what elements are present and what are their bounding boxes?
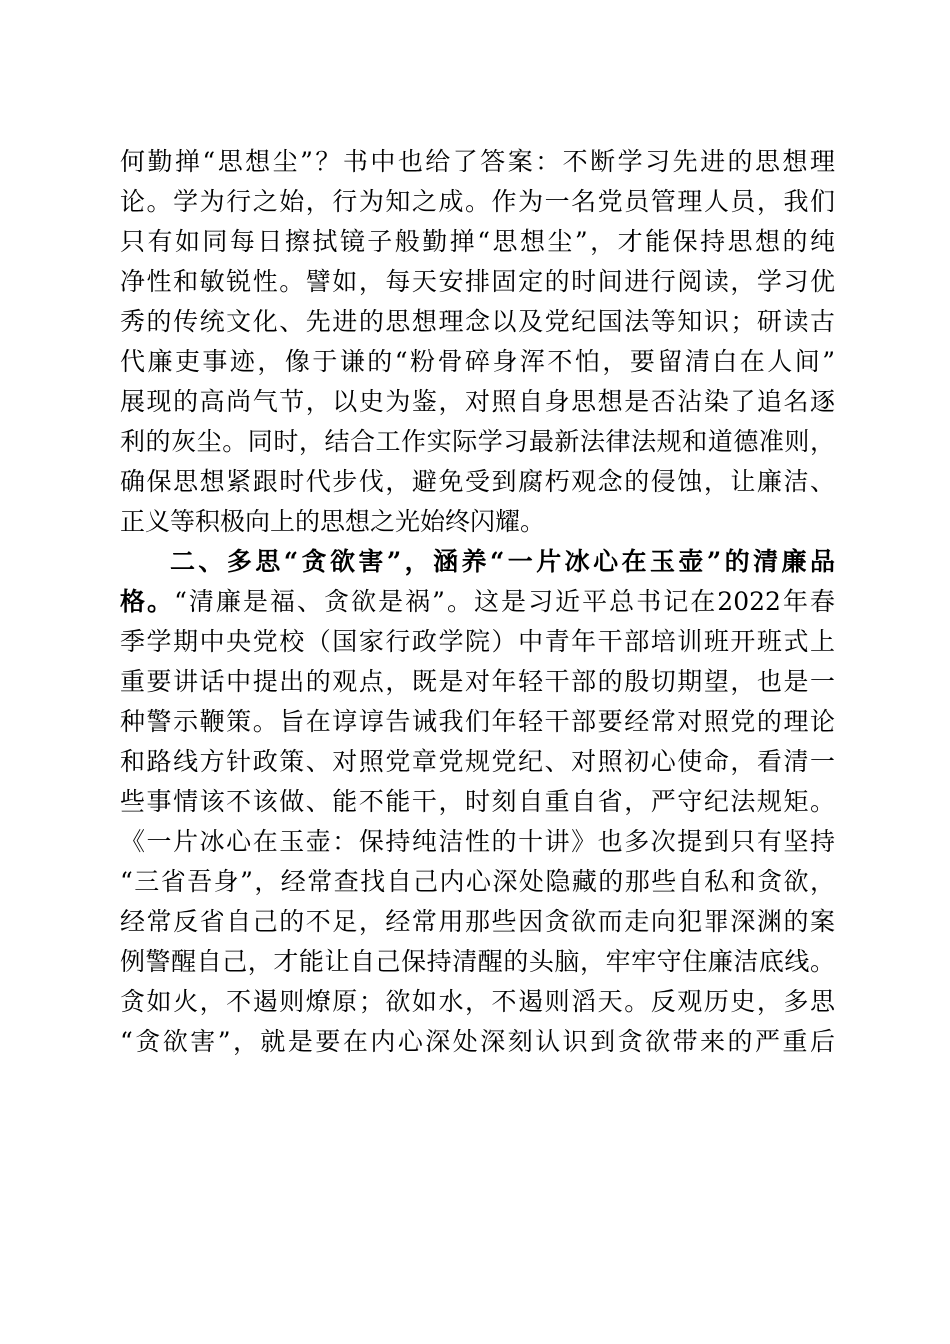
text-line: 净性和敏锐性。譬如，每天安排固定的时间进行阅读，学习优	[120, 267, 835, 296]
text-line: 季学期中央党校（国家行政学院）中青年干部培训班开班式上	[120, 627, 835, 656]
text-line: 重要讲话中提出的观点，既是对年轻干部的殷切期望，也是一	[120, 667, 835, 696]
section-heading: 二、多思“贪欲害”，涵养“一片冰心在玉壶”的清廉品	[170, 547, 835, 576]
text-line: 经常反省自己的不足，经常用那些因贪欲而走向犯罪深渊的案	[120, 907, 835, 936]
text-line: 正义等积极向上的思想之光始终闪耀。	[120, 507, 546, 536]
text-line: 和路线方针政策、对照党章党规党纪、对照初心使命，看清一	[120, 747, 835, 776]
heading-continuation-line	[120, 582, 835, 622]
text-segment: “清廉是福、贪欲是祸”。这是习近平总书记在2022年春	[174, 587, 835, 616]
body-text	[120, 142, 835, 1062]
text-line: 何勤掸“思想尘”？书中也给了答案：不断学习先进的思想理	[120, 147, 835, 176]
text-line: 展现的高尚气节，以史为鉴，对照自身思想是否沾染了追名逐	[120, 387, 835, 416]
text-line: 例警醒自己，才能让自己保持清醒的头脑，牢牢守住廉洁底线。	[120, 947, 835, 976]
text-line: 《一片冰心在玉壶：保持纯洁性的十讲》也多次提到只有坚持	[120, 827, 835, 856]
text-line: 代廉吏事迹，像于谦的“粉骨碎身浑不怕，要留清白在人间”	[120, 347, 835, 376]
text-line: 种警示鞭策。旨在谆谆告诫我们年轻干部要经常对照党的理论	[120, 707, 835, 736]
text-line: 利的灰尘。同时，结合工作实际学习最新法律法规和道德准则，	[120, 427, 835, 456]
section-heading-tail: 格。	[120, 587, 175, 616]
text-line: 些事情该不该做、能不能干，时刻自重自省，严守纪法规矩。	[120, 787, 835, 816]
text-line: 秀的传统文化、先进的思想理念以及党纪国法等知识；研读古	[120, 307, 835, 336]
text-line: 只有如同每日擦拭镜子般勤掸“思想尘”，才能保持思想的纯	[120, 227, 835, 256]
text-line: 论。学为行之始，行为知之成。作为一名党员管理人员，我们	[120, 187, 835, 216]
text-line: “三省吾身”，经常查找自己内心深处隐藏的那些自私和贪欲，	[120, 867, 835, 896]
text-line: 贪如火，不遏则燎原；欲如水，不遏则滔天。反观历史，多思	[120, 987, 835, 1016]
text-line: “贪欲害”，就是要在内心深处深刻认识到贪欲带来的严重后	[120, 1027, 835, 1056]
text-line: 确保思想紧跟时代步伐，避免受到腐朽观念的侵蚀，让廉洁、	[120, 467, 835, 496]
